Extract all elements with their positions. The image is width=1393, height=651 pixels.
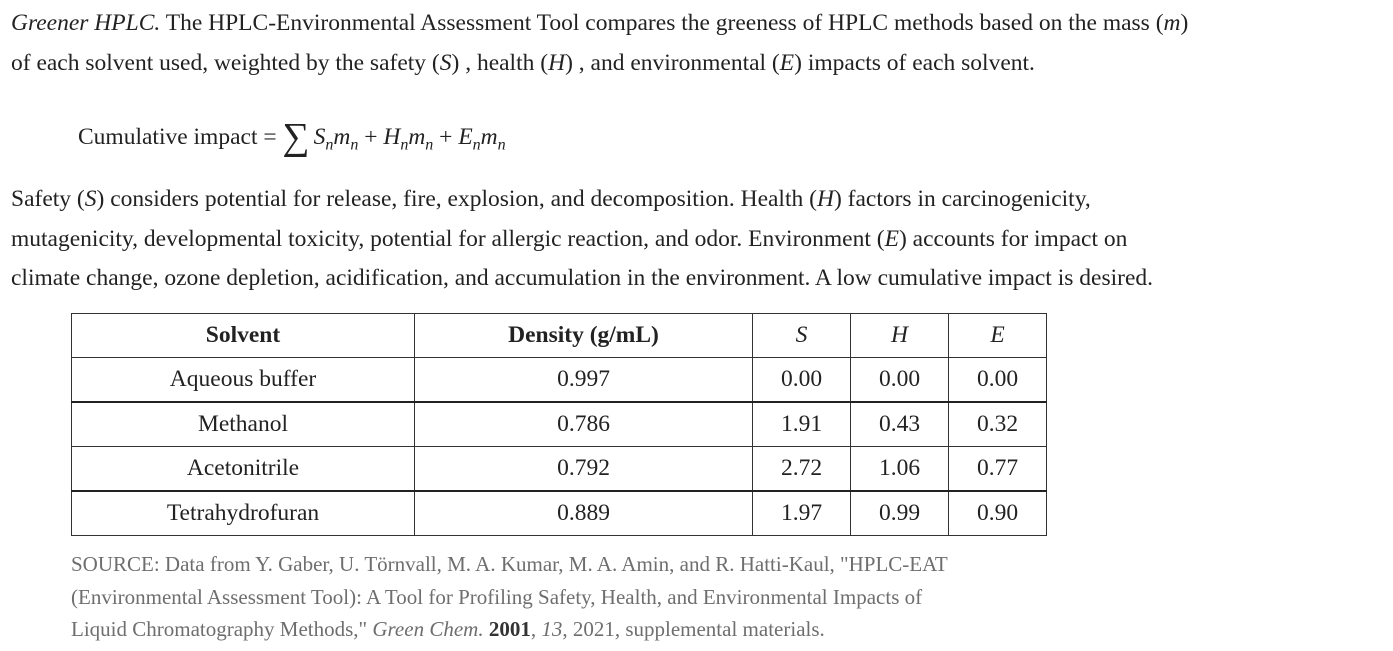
cell-density: 0.889	[415, 491, 753, 536]
description-text: ) accounts for impact on	[898, 225, 1128, 252]
equation-var: m	[333, 124, 351, 150]
source-citation	[71, 548, 948, 646]
cell-safety: 1.91	[753, 402, 851, 447]
cell-health: 0.43	[851, 402, 949, 447]
source-line-3: Liquid Chromatography Methods," Green Chem. 2001, 13, 2021, supplemental materials.	[71, 617, 825, 641]
description-text: ) considers potential for release, fire, explosion, and decomposition. Health (	[96, 186, 817, 212]
cell-solvent: Methanol	[72, 402, 415, 447]
table-row	[72, 447, 1047, 492]
summation-symbol: ∑	[282, 116, 310, 158]
equation-var: m	[408, 124, 426, 150]
cell-health: 1.06	[851, 447, 949, 492]
environment-symbol: E	[884, 225, 899, 252]
equation-operator: +	[358, 124, 384, 150]
equation-sub: n	[472, 136, 481, 154]
table-row	[72, 402, 1047, 447]
solvent-table	[71, 313, 1047, 536]
publication-year: 2001	[488, 617, 531, 641]
equation-sub: n	[350, 136, 359, 154]
intro-line-1	[11, 4, 1188, 44]
equation-sub: n	[497, 136, 506, 154]
cell-density: 0.792	[415, 447, 753, 492]
intro-text-end: )	[1180, 10, 1189, 36]
source-text: , 2021, supplemental materials.	[562, 617, 825, 641]
table-row	[72, 491, 1047, 536]
header-environment: E	[949, 314, 1047, 358]
cell-safety: 0.00	[753, 358, 851, 403]
health-symbol: H	[548, 49, 566, 76]
cell-environment: 0.90	[949, 491, 1047, 536]
cumulative-impact-equation	[78, 112, 506, 166]
cell-health: 0.00	[851, 358, 949, 403]
cell-solvent: Tetrahydrofuran	[72, 491, 415, 536]
cell-solvent: Aqueous buffer	[72, 358, 415, 403]
description-text: Safety (	[11, 186, 85, 212]
equation-sub: n	[400, 136, 409, 154]
header-safety: S	[753, 314, 851, 358]
journal-name: Green Chem.	[372, 617, 484, 641]
intro-paragraph	[11, 4, 1188, 83]
cell-safety: 2.72	[753, 447, 851, 492]
equation-sub: n	[425, 136, 434, 154]
intro-text: ) impacts of each solvent.	[794, 49, 1035, 76]
cell-environment: 0.77	[949, 447, 1047, 492]
cell-environment: 0.00	[949, 358, 1047, 403]
equation-var: m	[480, 124, 498, 150]
health-symbol: H	[816, 186, 834, 212]
intro-text: The HPLC-Environmental Assessment Tool compares the greeness of HPLC methods based on the mass (	[160, 10, 1164, 36]
intro-text: ) , and environmental (	[565, 49, 780, 76]
description-text: mutagenicity, developmental toxicity, potential for allergic reaction, and odor. Environment (	[11, 225, 885, 252]
table-header-row	[72, 314, 1047, 358]
safety-symbol: S	[84, 186, 97, 212]
description-line-3: climate change, ozone depletion, acidification, and accumulation in the environment. A low cumulative impact is desired.	[11, 265, 1153, 291]
safety-symbol: S	[439, 49, 452, 76]
source-line-1: SOURCE: Data from Y. Gaber, U. Törnvall, M. A. Kumar, M. A. Amin, and R. Hatti-Kaul, "HPLC-EAT	[71, 552, 948, 576]
equation-operator: +	[433, 124, 459, 150]
cell-safety: 1.97	[753, 491, 851, 536]
environment-symbol: E	[779, 49, 795, 76]
source-text: Liquid Chromatography Methods,"	[71, 617, 373, 641]
description-line-2	[11, 220, 1153, 260]
equation-var: S	[313, 124, 326, 150]
journal-volume: 13	[541, 617, 563, 641]
cell-density: 0.997	[415, 358, 753, 403]
cell-environment: 0.32	[949, 402, 1047, 447]
section-title: Greener HPLC.	[11, 10, 161, 36]
source-line-2: (Environmental Assessment Tool): A Tool for Profiling Safety, Health, and Environmental Impacts of	[71, 584, 923, 609]
cell-health: 0.99	[851, 491, 949, 536]
mass-symbol: m	[1163, 10, 1181, 36]
equation-sub: n	[325, 136, 334, 154]
equation-var: H	[383, 124, 401, 150]
description-line-1	[11, 180, 1153, 220]
intro-text: of each solvent used, weighted by the safety (	[11, 49, 440, 76]
intro-text: ) , health (	[451, 49, 549, 76]
cell-solvent: Acetonitrile	[72, 447, 415, 492]
description-text: ) factors in carcinogenicity,	[833, 186, 1091, 212]
intro-line-2	[11, 44, 1188, 84]
table-row	[72, 358, 1047, 403]
header-density: Density (g/mL)	[415, 314, 753, 358]
cell-density: 0.786	[415, 402, 753, 447]
equation-var: E	[458, 124, 473, 150]
header-solvent: Solvent	[72, 314, 415, 358]
header-health: H	[851, 314, 949, 358]
equation-lhs: Cumulative impact =	[78, 124, 283, 150]
description-paragraph	[11, 180, 1153, 299]
